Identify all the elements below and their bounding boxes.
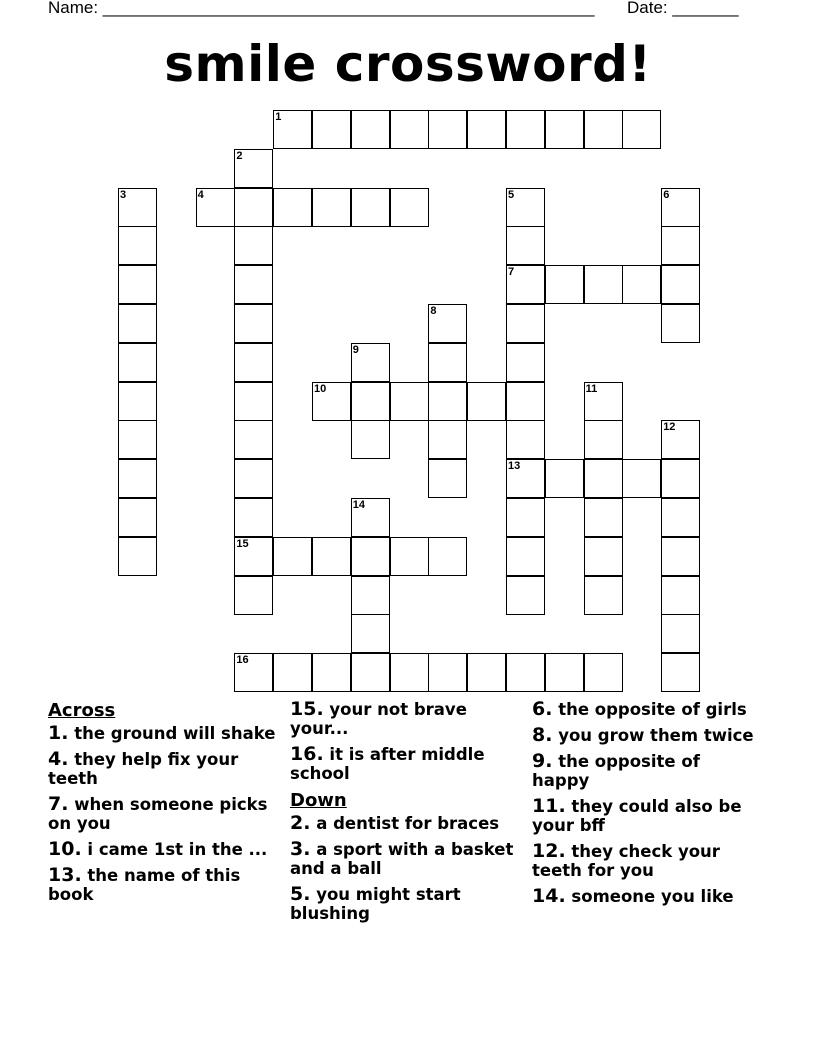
grid-cell[interactable] (584, 653, 623, 692)
grid-cell[interactable] (428, 382, 467, 421)
grid-cell[interactable] (234, 226, 273, 265)
clue-number: 2 (236, 149, 243, 162)
clue-down-14: 14. someone you like (532, 885, 734, 907)
grid-cell[interactable] (584, 537, 623, 576)
grid-cell[interactable] (234, 265, 273, 304)
grid-cell[interactable] (506, 420, 545, 459)
across-heading: Across (48, 700, 116, 721)
grid-cell[interactable] (312, 537, 351, 576)
grid-cell[interactable] (661, 459, 700, 498)
grid-cell[interactable] (312, 653, 351, 692)
grid-cell[interactable] (622, 110, 661, 149)
grid-cell[interactable] (390, 537, 429, 576)
grid-cell[interactable] (545, 110, 584, 149)
grid-cell[interactable] (390, 110, 429, 149)
grid-cell[interactable] (234, 653, 273, 692)
clue-across-16: 16. it is after middle school (290, 743, 485, 783)
grid-cell[interactable] (584, 382, 623, 421)
grid-cell[interactable] (234, 304, 273, 343)
grid-cell[interactable] (390, 188, 429, 227)
grid-cell[interactable] (506, 537, 545, 576)
grid-cell[interactable] (622, 265, 661, 304)
grid-cell[interactable] (584, 265, 623, 304)
grid-cell[interactable] (312, 188, 351, 227)
grid-cell[interactable] (118, 343, 157, 382)
grid-cell[interactable] (351, 576, 390, 615)
grid-cell[interactable] (390, 653, 429, 692)
grid-cell[interactable] (351, 653, 390, 692)
clue-number: 7 (508, 266, 515, 279)
grid-cell[interactable] (428, 304, 467, 343)
grid-cell[interactable] (506, 304, 545, 343)
grid-cell[interactable] (234, 188, 273, 227)
grid-cell[interactable] (273, 110, 312, 149)
clue-number: 4 (197, 188, 204, 201)
grid-cell[interactable] (234, 149, 273, 188)
clue-number: 11 (585, 382, 598, 395)
grid-cell[interactable] (312, 110, 351, 149)
clue-number: 1 (275, 111, 282, 123)
grid-cell[interactable] (273, 188, 312, 227)
grid-cell[interactable] (351, 188, 390, 227)
grid-cell[interactable] (428, 110, 467, 149)
grid-cell[interactable] (506, 226, 545, 265)
clue-number: 16 (236, 654, 249, 667)
down-heading: Down (290, 790, 347, 811)
grid-cell[interactable] (584, 459, 623, 498)
clue-number: 14 (352, 499, 366, 511)
grid-cell[interactable] (467, 382, 506, 421)
name-field[interactable]: Name: ____________________________________________________ (48, 0, 595, 17)
clue-number: 10 (314, 382, 327, 395)
grid-cell[interactable] (428, 653, 467, 692)
date-field[interactable]: Date: _______ (627, 0, 739, 17)
grid-cell[interactable] (506, 110, 545, 149)
clue-number: 13 (508, 460, 521, 473)
clue-column-3 (532, 700, 762, 913)
grid-cell[interactable] (661, 420, 700, 459)
grid-cell[interactable] (118, 420, 157, 459)
clue-number: 15 (236, 537, 249, 550)
grid-cell[interactable] (312, 382, 351, 421)
clue-number: 8 (430, 305, 437, 317)
clue-down-5: 5. you might start blushing (290, 883, 461, 923)
grid-cell[interactable] (506, 459, 545, 498)
grid-cell[interactable] (661, 537, 700, 576)
grid-cell[interactable] (506, 382, 545, 421)
grid-cell[interactable] (661, 304, 700, 343)
clue-number: 6 (663, 188, 670, 201)
grid-cell[interactable] (351, 498, 390, 537)
grid-cell[interactable] (506, 188, 545, 227)
clue-down-11: 11. they could also be your bff (532, 795, 742, 835)
grid-cell[interactable] (118, 498, 157, 537)
clue-down-9: 9. the opposite of happy (532, 750, 700, 790)
grid-cell[interactable] (118, 226, 157, 265)
grid-cell[interactable] (273, 653, 312, 692)
grid-cell[interactable] (506, 265, 545, 304)
page-title: smile crossword! (164, 35, 652, 93)
grid-cell[interactable] (622, 459, 661, 498)
grid-cell[interactable] (234, 537, 273, 576)
grid-cell[interactable] (118, 265, 157, 304)
grid-cell[interactable] (661, 188, 700, 227)
grid-cell[interactable] (234, 498, 273, 537)
grid-cell[interactable] (506, 343, 545, 382)
clue-down-12: 12. they check your teeth for you (532, 840, 720, 880)
grid-cell[interactable] (196, 188, 235, 227)
grid-cell[interactable] (661, 226, 700, 265)
grid-cell[interactable] (351, 110, 390, 149)
grid-cell[interactable] (584, 110, 623, 149)
grid-cell[interactable] (234, 382, 273, 421)
grid-cell[interactable] (273, 537, 312, 576)
grid-cell[interactable] (545, 459, 584, 498)
grid-cell[interactable] (428, 537, 467, 576)
clue-across-1: 1. the ground will shake (48, 722, 276, 744)
grid-cell[interactable] (661, 498, 700, 537)
clue-across-10: 10. i came 1st in the ... (48, 838, 268, 860)
grid-cell[interactable] (661, 576, 700, 615)
grid-cell[interactable] (661, 653, 700, 692)
grid-cell[interactable] (118, 382, 157, 421)
grid-cell[interactable] (118, 537, 157, 576)
grid-cell[interactable] (351, 420, 390, 459)
grid-cell[interactable] (467, 653, 506, 692)
grid-cell[interactable] (118, 459, 157, 498)
grid-cell[interactable] (506, 653, 545, 692)
grid-cell[interactable] (390, 382, 429, 421)
clue-number: 3 (120, 188, 127, 201)
clue-down-2: 2. a dentist for braces (290, 812, 500, 834)
grid-cell[interactable] (584, 498, 623, 537)
grid-cell[interactable] (467, 110, 506, 149)
grid-cell[interactable] (545, 265, 584, 304)
grid-cell[interactable] (584, 576, 623, 615)
grid-cell[interactable] (545, 653, 584, 692)
grid-cell[interactable] (234, 420, 273, 459)
grid-cell[interactable] (506, 576, 545, 615)
clue-number: 12 (663, 421, 676, 434)
grid-cell[interactable] (428, 459, 467, 498)
grid-cell[interactable] (428, 420, 467, 459)
clue-across-4: 4. they help fix your teeth (48, 748, 239, 788)
clue-down-3: 3. a sport with a basket and a ball (290, 838, 514, 878)
grid-cell[interactable] (118, 188, 157, 227)
grid-cell[interactable] (234, 459, 273, 498)
grid-cell[interactable] (428, 343, 467, 382)
grid-cell[interactable] (661, 614, 700, 653)
grid-cell[interactable] (661, 265, 700, 304)
grid-cell[interactable] (234, 576, 273, 615)
clue-number: 9 (352, 343, 359, 356)
grid-cell[interactable] (118, 304, 157, 343)
clue-down-8: 8. you grow them twice (532, 724, 754, 746)
grid-cell[interactable] (351, 382, 390, 421)
clue-across-15: 15. your not brave your... (290, 698, 467, 738)
clue-number: 5 (508, 188, 515, 201)
grid-cell[interactable] (351, 614, 390, 653)
clue-across-7: 7. when someone picks on you (48, 793, 268, 833)
grid-cell[interactable] (351, 343, 390, 382)
clue-down-6: 6. the opposite of girls (532, 698, 747, 720)
clue-column-2 (290, 700, 520, 930)
grid-cell[interactable] (351, 537, 390, 576)
clue-across-13: 13. the name of this book (48, 864, 241, 904)
grid-cell[interactable] (234, 343, 273, 382)
grid-cell[interactable] (506, 498, 545, 537)
grid-cell[interactable] (584, 420, 623, 459)
clue-column-1 (48, 700, 278, 911)
